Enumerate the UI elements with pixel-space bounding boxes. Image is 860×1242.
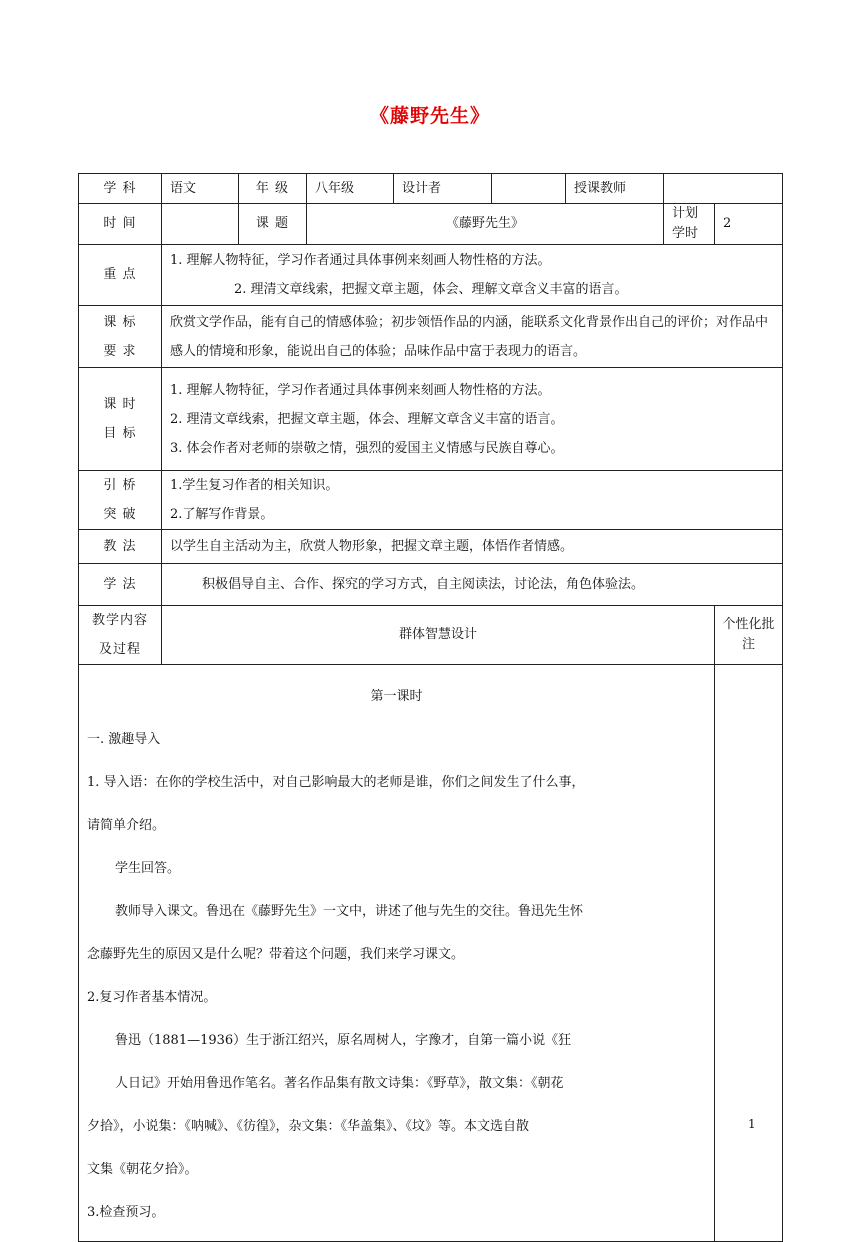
focus-label: 重 点 xyxy=(79,245,162,306)
body-line: 念藤野先生的原因又是什么呢？带着这个问题，我们来学习课文。 xyxy=(87,947,465,962)
body-line: 1. 导入语：在你的学校生活中，对自己影响最大的老师是谁，你们之间发生了什么事， xyxy=(87,775,585,790)
section-heading: 3.检查预习。 xyxy=(87,1205,165,1220)
goals-content xyxy=(162,368,783,471)
process-label-line2: 及过程 xyxy=(98,642,141,657)
row-subject xyxy=(79,174,783,204)
design-header: 群体智慧设计 xyxy=(162,606,715,665)
body-line: 人日记》开始用鲁迅作笔名。著名作品集有散文诗集：《野草》，散文集：《朝花 xyxy=(115,1076,564,1091)
process-label-line1: 教学内容 xyxy=(91,613,148,628)
row-process-body xyxy=(79,665,783,1242)
breakthrough-label-line2: 突 破 xyxy=(103,507,137,522)
time-label: 时 间 xyxy=(79,204,162,245)
goals-label-line1: 课 时 xyxy=(103,397,137,412)
document-title: 《藤野先生》 xyxy=(369,105,490,127)
designer-label: 设计者 xyxy=(394,174,492,204)
row-process-header xyxy=(79,606,783,665)
body-line: 文集《朝花夕拾》。 xyxy=(87,1162,198,1177)
standard-text: 欣赏文学作品，能有自己的情感体验；初步领悟作品的内涵，能联系文化背景作出自己的评价；对作品中感人的情境和形象，能说出自己的体验；品味作品中富于表现力的语言。 xyxy=(170,314,769,359)
hours-label: 计划学时 xyxy=(664,204,715,245)
grade-label: 年 级 xyxy=(239,174,307,204)
breakthrough-item: 1.学生复习作者的相关知识。 xyxy=(170,478,339,493)
subject-value: 语文 xyxy=(162,174,239,204)
breakthrough-content xyxy=(162,471,783,530)
goal-item: 1. 理解人物特征，学习作者通过具体事例来刻画人物性格的方法。 xyxy=(170,382,551,398)
row-breakthrough xyxy=(79,471,783,530)
time-value xyxy=(162,204,239,245)
designer-value xyxy=(492,174,566,204)
lesson-heading: 第一课时 xyxy=(370,689,423,704)
row-standard xyxy=(79,306,783,368)
grade-value: 八年级 xyxy=(307,174,394,204)
lesson-value: 《藤野先生》 xyxy=(307,204,664,245)
teaching-text: 以学生自主活动为主，欣赏人物形象，把握文章主题，体悟作者情感。 xyxy=(162,530,783,564)
breakthrough-item: 2.了解写作背景。 xyxy=(170,507,274,522)
breakthrough-label xyxy=(79,471,162,530)
body-line: 教师导入课文。鲁迅在《藤野先生》一文中，讲述了他与先生的交往。鲁迅先生怀 xyxy=(115,904,584,919)
goal-item: 3. 体会作者对老师的崇敬之情，强烈的爱国主义情感与民族自尊心。 xyxy=(170,440,564,456)
body-line: 学生回答。 xyxy=(115,861,181,876)
breakthrough-label-line1: 引 桥 xyxy=(103,478,137,493)
hours-value: 2 xyxy=(715,204,783,245)
goal-item: 2. 理清文章线索，把握文章主题，体会、理解文章含义丰富的语言。 xyxy=(170,411,564,427)
row-goals xyxy=(79,368,783,471)
section-heading: 一. 激趣导入 xyxy=(87,732,161,747)
goals-label xyxy=(79,368,162,471)
focus-item: 2. 理清文章线索，把握文章主题，体会、理解文章含义丰富的语言。 xyxy=(234,282,628,297)
row-time xyxy=(79,204,783,245)
standard-label-line1: 课 标 xyxy=(103,314,137,330)
standard-label-line2: 要 求 xyxy=(103,343,137,359)
lesson-plan-table xyxy=(78,173,783,1242)
teaching-label: 教 法 xyxy=(79,530,162,564)
subject-label: 学 科 xyxy=(79,174,162,204)
row-teaching xyxy=(79,530,783,564)
body-line: 鲁迅（1881—1936）生于浙江绍兴，原名周树人，字豫才，自第一篇小说《狂 xyxy=(115,1033,572,1048)
section-heading: 2.复习作者基本情况。 xyxy=(87,990,217,1005)
teacher-label: 授课教师 xyxy=(566,174,664,204)
goals-label-line2: 目 标 xyxy=(103,426,137,441)
row-learning xyxy=(79,564,783,606)
lesson-label: 课 题 xyxy=(239,204,307,245)
body-line: 请简单介绍。 xyxy=(87,818,166,833)
page-number: 1 xyxy=(748,1117,756,1131)
focus-content xyxy=(162,245,783,306)
focus-item: 1. 理解人物特征，学习作者通过具体事例来刻画人物性格的方法。 xyxy=(170,253,551,268)
standard-content xyxy=(162,306,783,368)
teacher-value xyxy=(664,174,783,204)
learning-text: 积极倡导自主、合作、探究的学习方式，自主阅读法，讨论法，角色体验法。 xyxy=(162,564,783,606)
process-label xyxy=(79,606,162,665)
notes-header: 个性化批注 xyxy=(715,606,783,665)
notes-column xyxy=(715,665,783,1242)
body-line: 夕拾》，小说集：《呐喊》、《彷徨》，杂文集：《华盖集》、《坟》等。本文选自散 xyxy=(87,1119,530,1134)
row-focus xyxy=(79,245,783,306)
learning-label: 学 法 xyxy=(79,564,162,606)
process-content xyxy=(79,665,715,1242)
standard-label xyxy=(79,306,162,368)
